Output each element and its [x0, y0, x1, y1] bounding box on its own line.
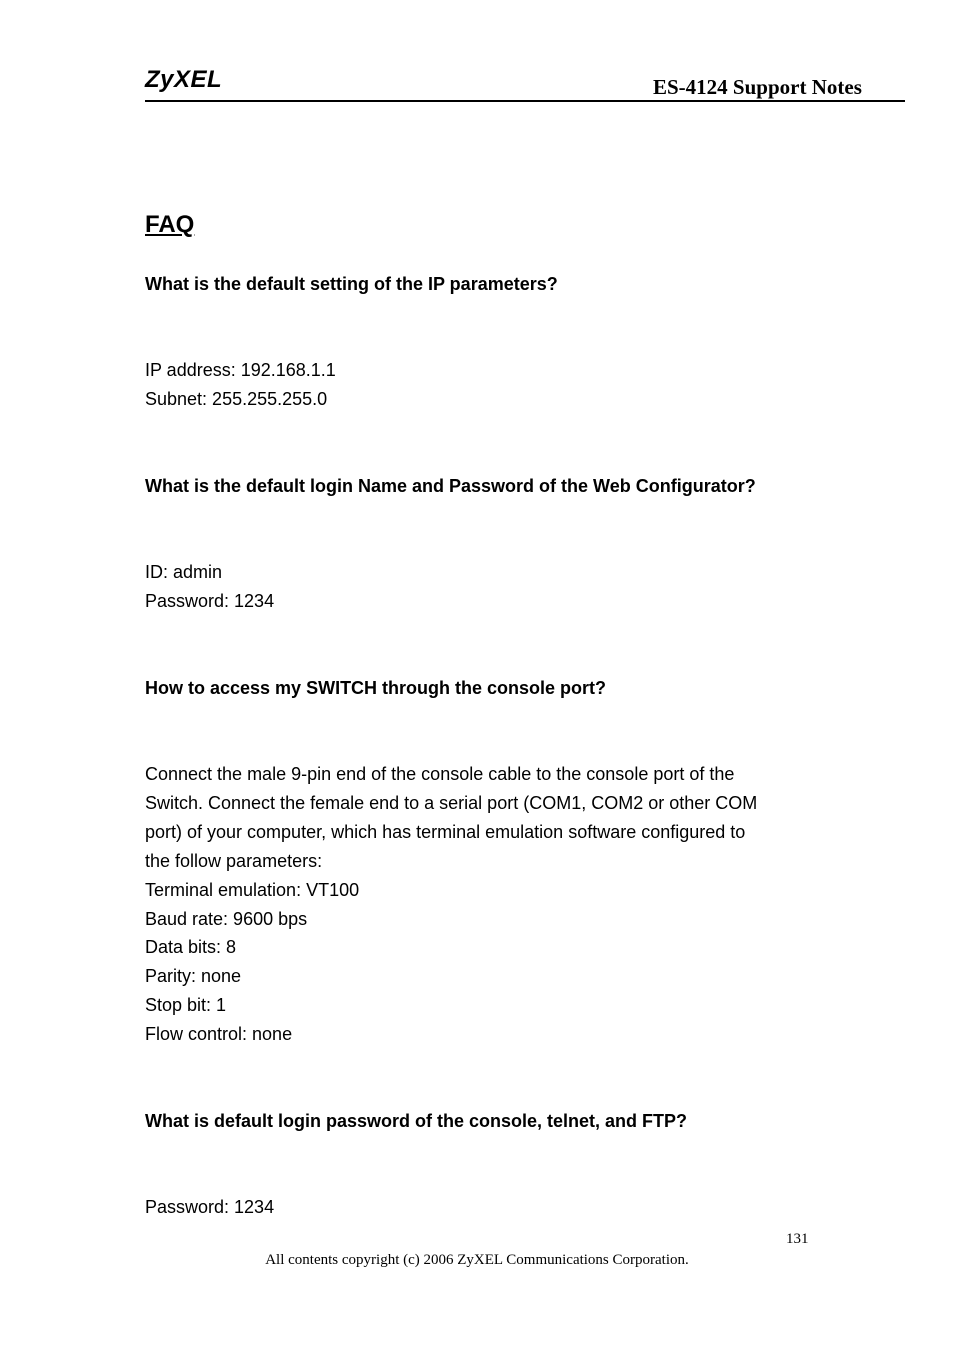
answer-line: Password: 1234: [145, 591, 275, 611]
page-number: 131: [786, 1231, 809, 1247]
copyright-notice: All contents copyright (c) 2006 ZyXEL Communications Corporation.: [265, 1252, 689, 1268]
answer-line: Connect the male 9-pin end of the console cable to the console port of the: [145, 764, 735, 784]
answer-line: Terminal emulation: VT100: [145, 880, 360, 900]
faq-question: How to access my SWITCH through the console port?: [145, 678, 607, 698]
answer-line: Baud rate: 9600 bps: [145, 909, 308, 929]
faq-question: What is default login password of the console, telnet, and FTP?: [145, 1111, 688, 1131]
answer-line: Subnet: 255.255.255.0: [145, 389, 328, 409]
answer-line: Password: 1234: [145, 1197, 275, 1217]
answer-line: the follow parameters:: [145, 851, 323, 871]
answer-line: Stop bit: 1: [145, 995, 227, 1015]
faq-question: What is the default setting of the IP parameters?: [145, 274, 558, 294]
zyxel-logo: ZyXEL: [145, 66, 223, 93]
answer-line: Flow control: none: [145, 1024, 293, 1044]
answer-line: IP address: 192.168.1.1: [145, 360, 336, 380]
answer-line: Data bits: 8: [145, 937, 237, 957]
faq-question: What is the default login Name and Password of the Web Configurator?: [145, 476, 756, 496]
answer-line: Switch. Connect the female end to a serial port (COM1, COM2 or other COM: [145, 793, 758, 813]
answer-line: port) of your computer, which has terminal emulation software configured to: [145, 822, 746, 842]
header-divider: [145, 100, 905, 102]
answer-line: ID: admin: [145, 562, 223, 582]
document-title: ES-4124 Support Notes: [653, 75, 862, 99]
faq-heading: FAQ: [145, 211, 195, 238]
answer-line: Parity: none: [145, 966, 242, 986]
